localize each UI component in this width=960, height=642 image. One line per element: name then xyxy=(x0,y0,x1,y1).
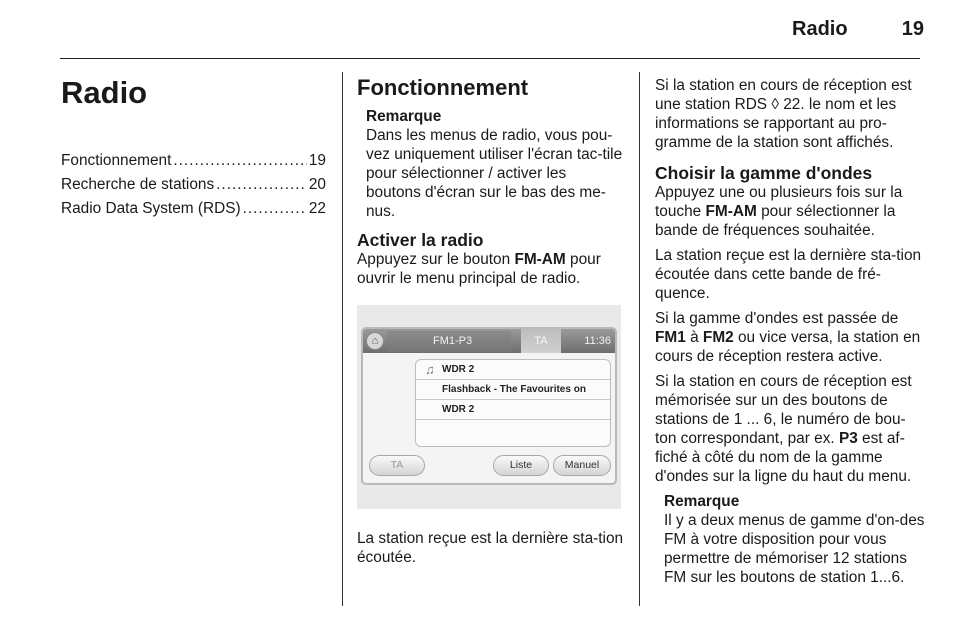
list-item[interactable]: WDR 2 xyxy=(416,400,610,420)
cross-reference-arrow-icon: ◊ xyxy=(771,96,779,113)
section-heading: Fonctionnement xyxy=(357,75,529,100)
column-divider-2 xyxy=(639,72,640,606)
paragraph-press: Appuyez une ou plusieurs fois sur la touche FM-AM pour sélectionner la bande de fréquences souhaitée. xyxy=(655,184,903,239)
ta-tab[interactable]: TA xyxy=(521,329,561,353)
figure-caption: La station reçue est la dernière sta-tion écoutée. xyxy=(357,530,624,566)
home-icon[interactable]: ⌂ xyxy=(366,332,384,350)
toc-page: 19 xyxy=(308,152,326,169)
column-operation xyxy=(357,76,625,573)
band-label: FM1-P3 xyxy=(387,331,511,352)
note-text: Dans les menus de radio, vous pou-vez uniquement utiliser l'écran tac-tile pour sélectionner / activer les boutons d'écran sur le bas des me-nus. xyxy=(366,127,623,220)
table-of-contents xyxy=(61,151,326,223)
toc-leader xyxy=(173,151,307,170)
note-title: Remarque xyxy=(664,493,740,510)
station-list xyxy=(415,359,611,447)
subsection-heading: Activer la radio xyxy=(357,230,484,250)
paragraph-rds: Si la station en cours de réception est une station RDS ◊ 22. le nom et les informations se rapportant au pro-gramme de la station sont affichés. xyxy=(655,77,912,151)
toc-label: Radio Data System (RDS) xyxy=(61,200,241,217)
manuel-button[interactable]: Manuel xyxy=(553,455,611,476)
note-title: Remarque xyxy=(366,108,442,125)
ta-button[interactable]: TA xyxy=(369,455,425,476)
toc-label: Fonctionnement xyxy=(61,152,172,169)
toc-page: 20 xyxy=(308,176,326,193)
column-toc xyxy=(61,76,326,223)
subsection-heading: Choisir la gamme d'ondes xyxy=(655,163,873,183)
list-item[interactable]: Flashback - The Favourites on xyxy=(416,380,610,400)
paragraph-preset: Si la station en cours de réception est mémorisée sur un des boutons de stations de 1 ... 6, le numéro de bou-ton correspondant, par ex. P3 est af-fiché à côté du nom de la gamme d'ondes sur la ligne du haut du menu. xyxy=(655,373,912,485)
paragraph-activate: Appuyez sur le bouton FM-AM pour ouvrir le menu principal de radio. xyxy=(357,251,601,287)
note-text: Il y a deux menus de gamme d'on-des FM à votre disposition pour vous permettre de mémoriser 12 stations FM sur les boutons de station 1...6. xyxy=(664,512,925,586)
note-block xyxy=(664,492,925,587)
list-item[interactable]: ♫ WDR 2 xyxy=(416,360,610,380)
music-note-icon: ♫ xyxy=(425,362,435,377)
toc-leader xyxy=(243,199,307,218)
clock: 11:36 xyxy=(584,335,611,347)
paragraph-last-station: La station reçue est la dernière sta-tion écoutée dans cette bande de fré-quence. xyxy=(655,247,922,302)
running-header-title: Radio xyxy=(792,18,848,40)
toc-entry[interactable] xyxy=(61,199,326,223)
header-rule xyxy=(60,58,920,59)
chapter-heading: Radio xyxy=(61,75,148,110)
column-band-select xyxy=(655,76,925,593)
toc-page: 22 xyxy=(308,200,326,217)
paragraph-band-switch: Si la gamme d'ondes est passée de FM1 à FM2 ou vice versa, la station en cours de réception restera active. xyxy=(655,310,921,365)
liste-button[interactable]: Liste xyxy=(493,455,549,476)
toc-leader xyxy=(216,175,307,194)
toc-label: Recherche de stations xyxy=(61,176,215,193)
toc-entry[interactable] xyxy=(61,151,326,175)
page-number: 19 xyxy=(901,18,924,40)
radio-screen-figure xyxy=(357,305,621,509)
note-block xyxy=(366,107,625,221)
column-divider-1 xyxy=(342,72,343,606)
radio-screen xyxy=(361,327,617,485)
toc-entry[interactable] xyxy=(61,175,326,199)
